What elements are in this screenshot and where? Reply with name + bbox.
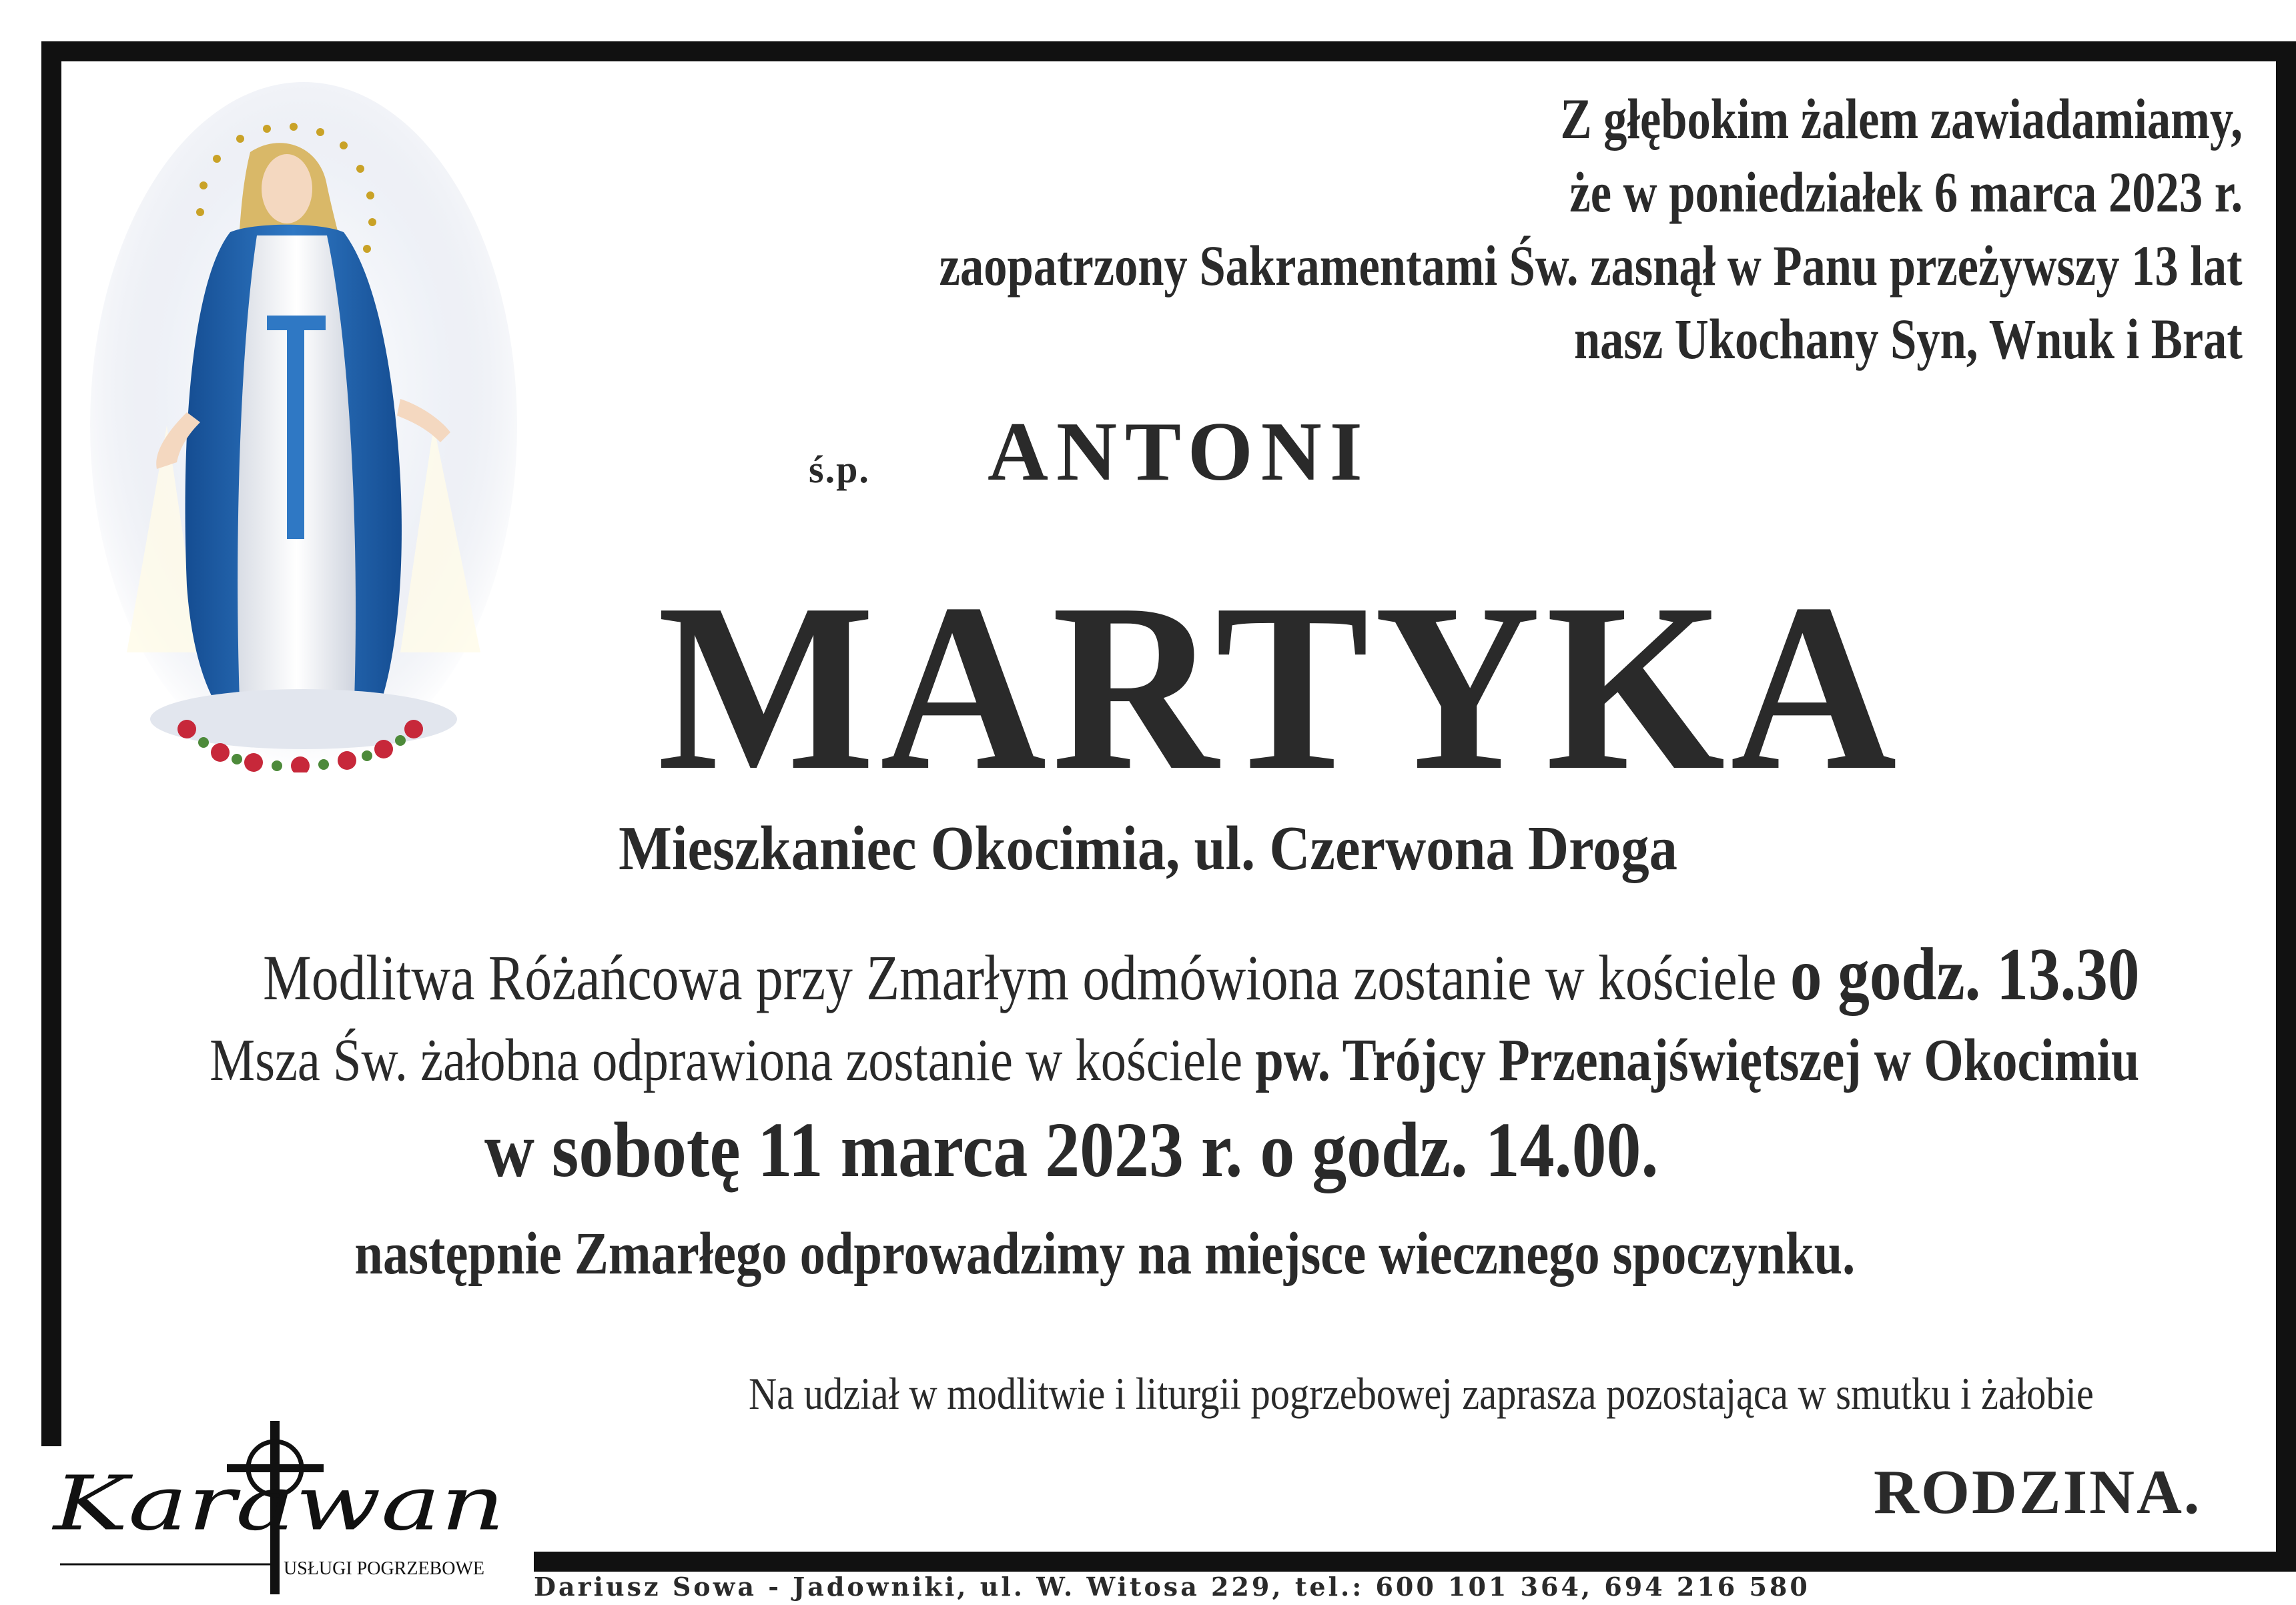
surname: MARTYKA <box>657 554 1902 820</box>
invitation-text: Na udział w modlitwie i liturgii pogrzebowej zaprasza pozostająca w smutku i żałobie <box>749 1368 2094 1419</box>
mass-church: pw. Trójcy Przenajświętszej w Okocimiu <box>1255 1027 2140 1093</box>
intro-line-3: zaopatrzony Sakramentami Św. zasnął w Panu przeżywszy 13 lat <box>939 233 2243 298</box>
funeral-home-logo <box>47 1414 540 1605</box>
mass-date-line <box>0 1106 2219 1193</box>
first-name: ANTONI <box>988 406 1371 498</box>
intro-line-1: Z głębokim żalem zawiadamiamy, <box>1560 87 2243 151</box>
sp-prefix: ś.p. <box>809 448 870 491</box>
madonna-image <box>87 79 520 772</box>
mass-line <box>27 1027 2296 1093</box>
svg-text:Karawan: Karawan <box>53 1460 506 1548</box>
rosary-text-wrap <box>263 933 2140 1016</box>
footer-contact: Dariusz Sowa - Jadowniki, ul. W. Witosa 229, tel.: 600 101 364, 694 216 580 <box>534 1572 1810 1602</box>
frame-right-border <box>2276 41 2296 1572</box>
rosary-line <box>53 933 2296 1016</box>
mass-text: Msza Św. żałobna odprawiona zostanie w kościele <box>210 1027 1256 1093</box>
intro-line-4: nasz Ukochany Syn, Wnuk i Brat <box>1574 307 2243 371</box>
svg-text:USŁUGI POGRZEBOWE: USŁUGI POGRZEBOWE <box>284 1558 484 1579</box>
burial-text: następnie Zmarłego odprowadzimy na miejsce wiecznego spoczynku. <box>354 1221 1855 1287</box>
intro-line-2: że w poniedziałek 6 marca 2023 r. <box>1569 160 2243 224</box>
mass-date: w sobotę 11 marca 2023 r. o godz. 14.00. <box>484 1106 1659 1193</box>
residence-text: Mieszkaniec Okocimia, ul. Czerwona Droga <box>619 814 1677 883</box>
rosary-time: o godz. 13.30 <box>1790 933 2140 1016</box>
burial-line <box>0 1221 2253 1287</box>
frame-top-border <box>41 41 2296 61</box>
frame-bottom-border <box>534 1552 2296 1572</box>
family-signature: RODZINA. <box>1874 1458 2202 1527</box>
rosary-text: Modlitwa Różańcowa przy Zmarłym odmówiona zostanie w kościele <box>263 942 1791 1013</box>
residence-line <box>0 814 2296 883</box>
mass-text-wrap <box>210 1027 2140 1093</box>
